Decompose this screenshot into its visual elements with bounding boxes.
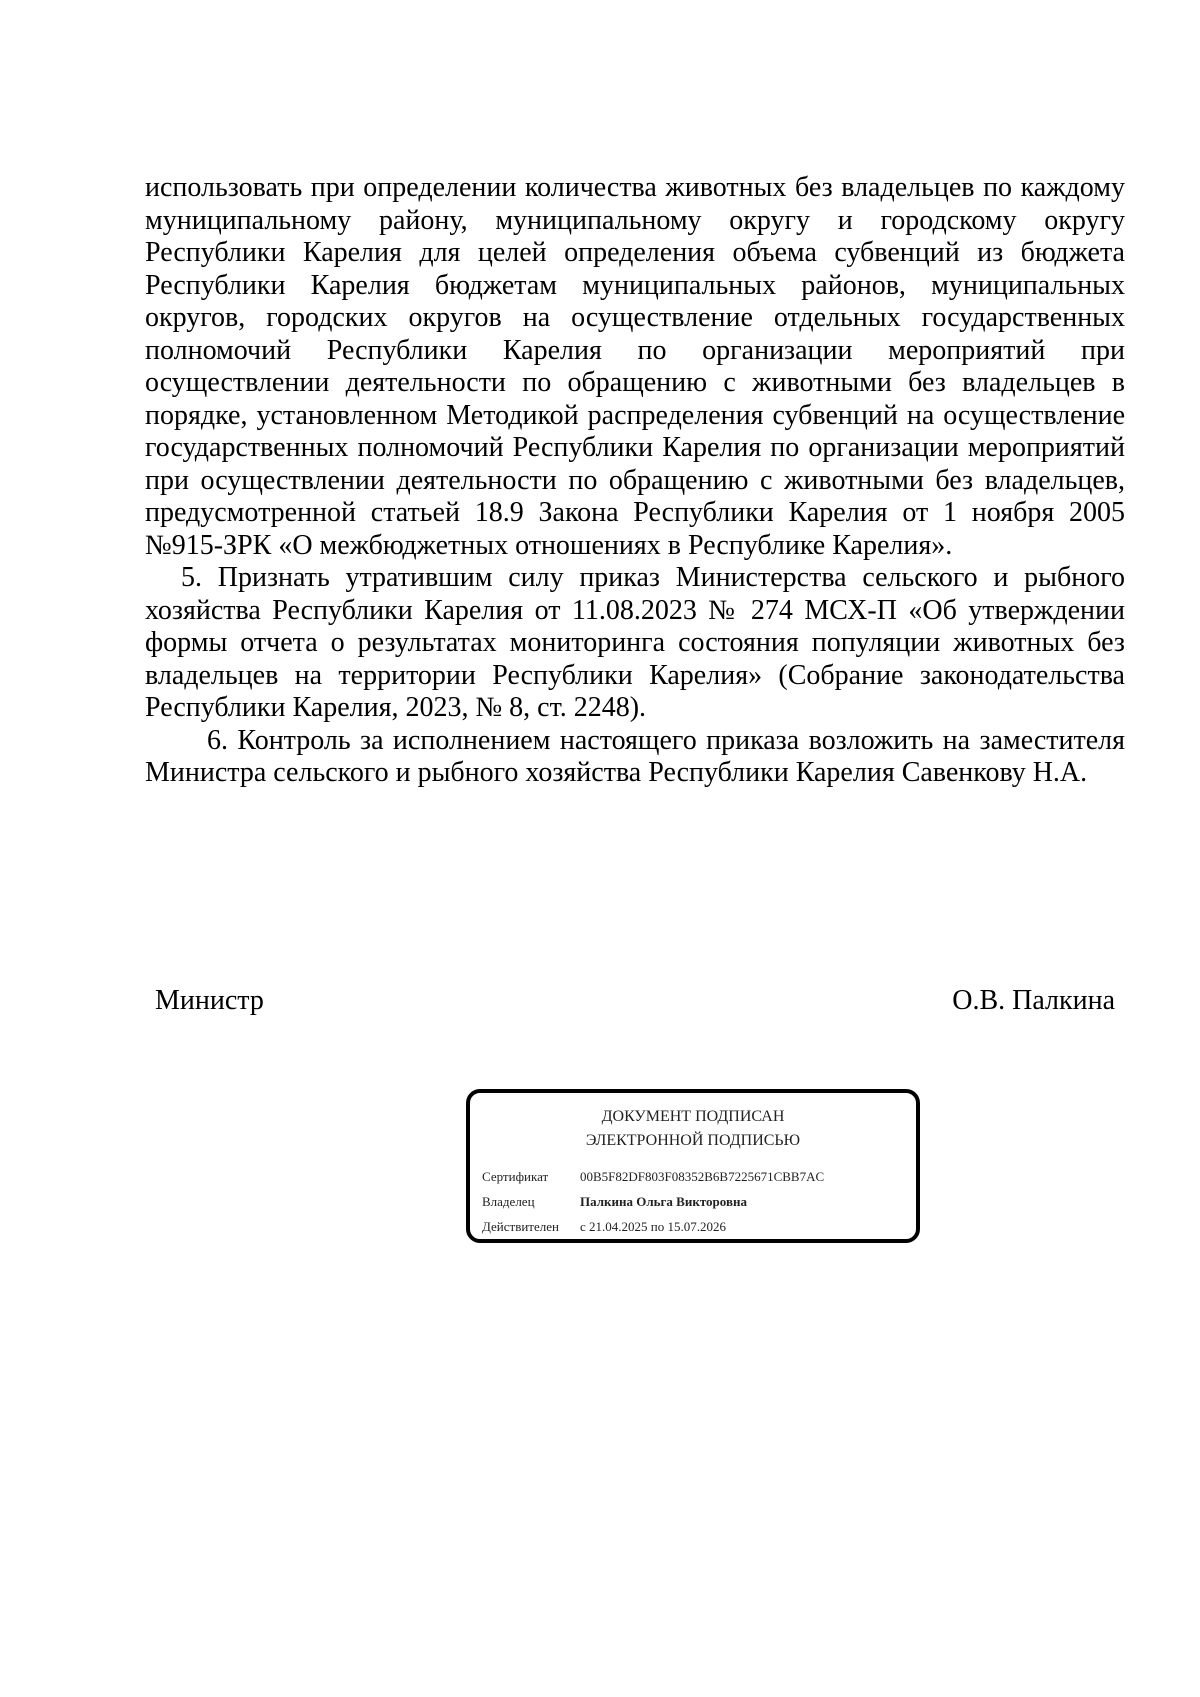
stamp-title-line-2: ЭЛЕКТРОННОЙ ПОДПИСЬЮ	[585, 1132, 801, 1149]
valid-label: Действителен	[482, 1219, 559, 1234]
stamp-title-line-1: ДОКУМЕНТ ПОДПИСАН	[601, 1108, 785, 1125]
stamp-validity-row	[482, 1219, 726, 1235]
signatory-name: О.В. Палкина	[952, 985, 1115, 1016]
stamp-title	[470, 1105, 916, 1153]
stamp-owner-row	[482, 1194, 747, 1210]
paragraph-continuation: использовать при определении количества животных без владельцев по каждому муниципальному району, муниципальному округу и городскому округу Республики Карелия для целей определения объема субвенций из бюджета Республики Карелия бюджетам муниципальных районов, муниципальных округов, городских округов на осуществление отдельных государственных полномочий Республики Карелия по организации мероприятий при осуществлении деятельности по обращению с животными без владельцев в порядке, установленном Методикой распределения субвенций на осуществление государственных полномочий Республики Карелия по организации мероприятий при осуществлении деятельности по обращению с животными без владельцев, предусмотренной статьей 18.9 Закона Республики Карелия от 1 ноября 2005 №915-ЗРК «О межбюджетных отношениях в Республике Карелия».	[145, 172, 1125, 561]
valid-value: с 21.04.2025 по 15.07.2026	[580, 1219, 726, 1234]
owner-value: Палкина Ольга Викторовна	[580, 1194, 747, 1209]
owner-label: Владелец	[482, 1194, 535, 1209]
certificate-label: Сертификат	[482, 1169, 549, 1184]
paragraph-item-6: 6. Контроль за исполнением настоящего приказа возложить на заместителя Министра сельского и рыбного хозяйства Республики Карелия Савенкову Н.А.	[145, 724, 1125, 788]
document-body	[145, 172, 1125, 790]
signatory-position: Министр	[155, 985, 264, 1016]
paragraph-item-5: 5. Признать утратившим силу приказ Министерства сельского и рыбного хозяйства Республики Карелия от 11.08.2023 № 274 МСХ-П «Об утверждении формы отчета о результатах мониторинга состояния популяции животных без владельцев на территории Республики Карелия» (Собрание законодательства Республики Карелия, 2023, № 8, ст. 2248).	[145, 562, 1125, 723]
certificate-value: 00B5F82DF803F08352B6B7225671CBB7AC	[580, 1169, 825, 1184]
electronic-signature-stamp	[466, 1089, 920, 1243]
stamp-certificate-row	[482, 1169, 824, 1185]
signature-block	[155, 985, 1115, 1021]
